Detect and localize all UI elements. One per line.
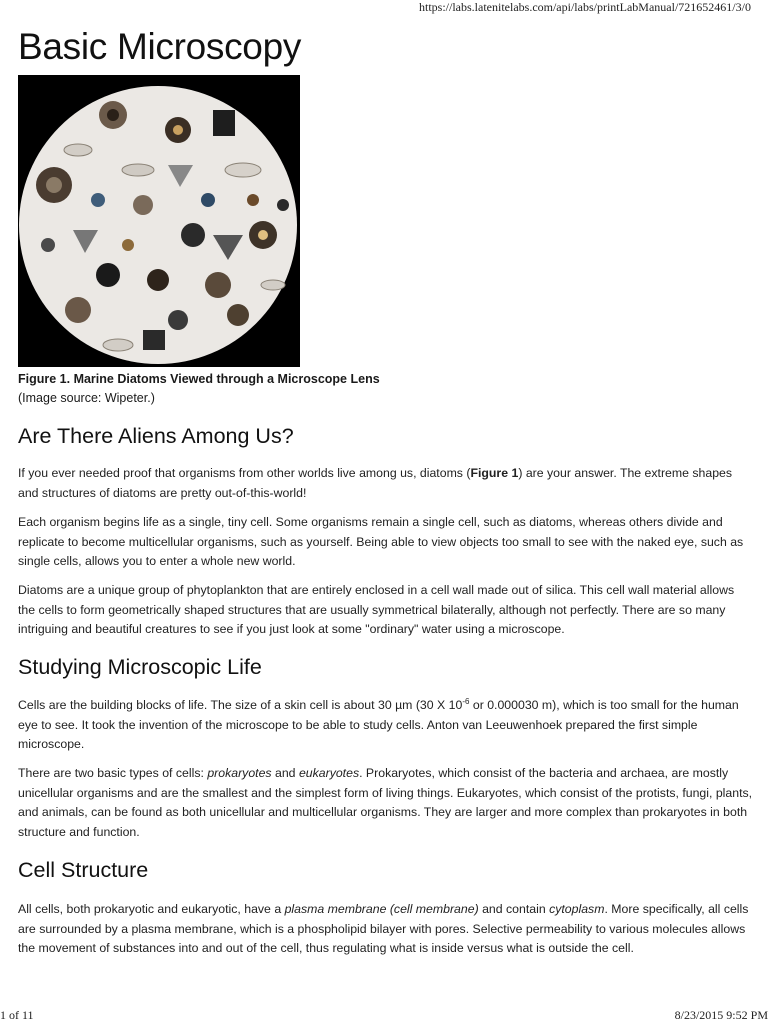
- figure-reference: Figure 1: [470, 466, 519, 480]
- paragraph-microscopic-1: Cells are the building blocks of life. The size of a skin cell is about 30 µm (30 X $10^{-6}$ or 0.000030 m), which is too small for the human eye to see. It took the invention of the microscope to be able to study cells. Anton van Leeuwenhoek prepared the first simple microscope.: [18, 696, 739, 751]
- section-heading-aliens: Are There Aliens Among Us?: [18, 424, 294, 448]
- figure-caption: [18, 370, 380, 408]
- figure-caption-title: Figure 1. Marine Diatoms Viewed through a Microscope Lens: [18, 372, 380, 386]
- paragraph-aliens-1: If you ever needed proof that organisms from other worlds live among us, diatoms (Figure 1) are your answer. The extreme shapes and structures of diatoms are pretty out-of-this-world!: [18, 466, 733, 500]
- paragraph-cell-structure-1: All cells, both prokaryotic and eukaryotic, have a plasma membrane (cell membrane) and contain cytoplasm. More specifically, all cells are surrounded by a plasma membrane, which is a phospholipid bilayer with pores. Selective permeability to various molecules allows the movement of substances into and out of the cell, thus regulating what is inside versus what is outside the cell.: [18, 902, 749, 955]
- page-title: Basic Microscopy: [18, 26, 302, 67]
- print-footer-page: 1 of 11: [0, 1008, 34, 1022]
- section-heading-microscopic-life: Studying Microscopic Life: [18, 655, 262, 679]
- diatom-figure: [18, 75, 300, 367]
- paragraph-aliens-2: Each organism begins life as a single, tiny cell. Some organisms remain a single cell, such as diatoms, whereas others divide and replicate to become multicellular organisms, such as yourself. Being able to view objects too small to see with the naked eye, such as single cells, allows you to enter a whole new world.: [18, 515, 744, 568]
- diatom-illustration: [18, 75, 300, 367]
- print-footer-timestamp: 8/23/2015 9:52 PM: [674, 1008, 768, 1022]
- print-header-url: https://labs.latenitelabs.com/api/labs/printLabManual/721652461/3/0: [419, 0, 751, 14]
- paragraph-aliens-3: Diatoms are a unique group of phytoplankton that are entirely enclosed in a cell wall made out of silica. This cell wall material allows the cells to form geometrically shaped structures that are usually symmetrical bilaterally, although not perfectly. There are so many intriguing and beautiful creatures to see if you just look at some "ordinary" water using a microscope.: [18, 583, 735, 636]
- section-heading-cell-structure: Cell Structure: [18, 858, 149, 882]
- paragraph-microscopic-2: There are two basic types of cells: prokaryotes and eukaryotes. Prokaryotes, which consist of the bacteria and archaea, are mostly unicellular organisms and are the smallest and the simplest form of living things. Eukaryotes, which consist of the protists, fungi, plants, and animals, can be found as both unicellular and multicellular organisms. They are larger and more complex than prokaryotes in both structure and function.: [18, 766, 753, 839]
- figure-caption-source: (Image source: Wipeter.): [18, 391, 155, 405]
